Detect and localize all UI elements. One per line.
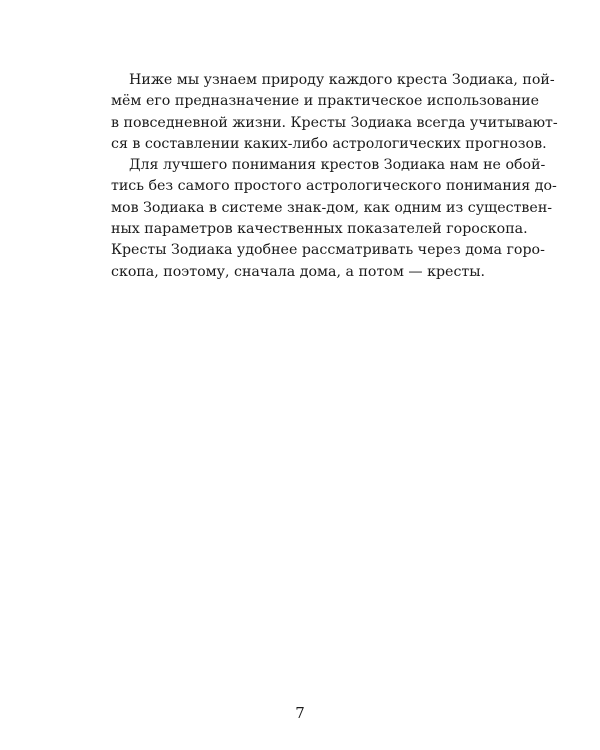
text-line: мов Зодиака в системе знак-дом, как одним из существен- xyxy=(111,199,553,216)
page-number: 7 xyxy=(295,704,305,722)
paragraph-1 xyxy=(111,70,558,155)
text-line: ся в составлении каких-либо астрологических прогнозов. xyxy=(111,135,547,152)
text-line: скопа, поэтому, сначала дома, а потом — кресты. xyxy=(111,263,486,280)
text-line: тись без самого простого астрологического понимания до- xyxy=(111,178,557,195)
main-text xyxy=(111,70,558,283)
text-line: ных параметров качественных показателей гороскопа. xyxy=(111,221,528,238)
paragraph-2 xyxy=(111,155,557,283)
text-line: мём его предназначение и практическое использование xyxy=(111,93,540,110)
text-line: в повседневной жизни. Кресты Зодиака всегда учитывают- xyxy=(111,114,558,131)
text-line: Для лучшего понимания крестов Зодиака нам не обой- xyxy=(129,157,546,174)
text-line: Кресты Зодиака удобнее рассматривать через дома горо- xyxy=(111,242,545,259)
text-line: Ниже мы узнаем природу каждого креста Зодиака, пой- xyxy=(129,72,555,88)
